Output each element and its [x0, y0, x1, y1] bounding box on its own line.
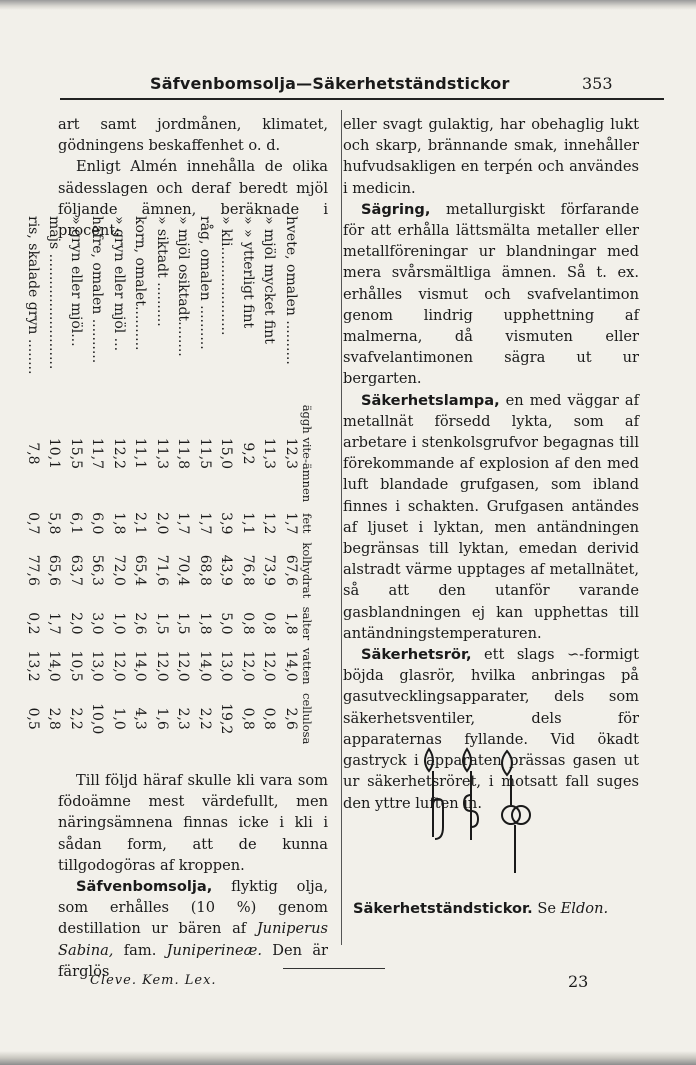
col-header-salts: salter — [300, 606, 314, 641]
table-cell: 0,8 — [261, 707, 278, 730]
footer-source: Cleve. Kem. Lex. — [90, 973, 217, 988]
table-cell: 11,3 — [154, 437, 170, 470]
table-cell: 2,8 — [46, 707, 63, 730]
table-cell: 1,6 — [154, 707, 170, 730]
table-cell: 71,6 — [154, 554, 170, 586]
table-cell: 0,2 — [25, 612, 41, 635]
safety-tubes-illustration — [415, 745, 550, 880]
table-cell: 1,7 — [283, 512, 299, 535]
sakerhetslampa-term: Säkerhetslampa, — [361, 391, 500, 409]
table-row — [194, 214, 216, 749]
col-header-water: vatten — [300, 647, 314, 685]
table-cell: 56,3 — [89, 554, 106, 586]
sagring-entry — [343, 199, 639, 390]
table-cell: 2,3 — [175, 707, 192, 730]
table-cell: 14,0 — [132, 650, 149, 682]
table-cell: 10,5 — [68, 650, 84, 682]
safvenbomsolja-entry — [58, 876, 328, 982]
kli-paragraph: Till följd häraf skulle kli vara som födoämne mest värdefullt, men näringsämnena finnas icke i kli i sådan form, att de kunna tillgodogöras af kroppen. — [58, 772, 328, 874]
table-row — [43, 214, 65, 749]
table-cell: 73,9 — [261, 554, 278, 586]
table-cell: 70,4 — [175, 554, 192, 586]
table-cell: 2,2 — [68, 707, 84, 730]
table-cell: 1,8 — [283, 612, 299, 635]
table-cell: 65,6 — [46, 554, 63, 586]
table-cell: 5,0 — [218, 612, 235, 635]
table-cell: 15,5 — [68, 437, 84, 470]
safvenbomsolja-latin-2: Juniperineæ. — [166, 941, 262, 959]
table-cell: 0,8 — [261, 612, 278, 635]
row-label: ris, skalade gryn ........ — [25, 216, 41, 375]
table-cell: 14,0 — [46, 650, 63, 682]
table-cell: 12,0 — [240, 650, 256, 682]
table-cell: 0,5 — [25, 707, 41, 730]
table-row — [237, 214, 259, 749]
table-cell: 7,8 — [25, 442, 41, 465]
table-cell: 12,2 — [111, 437, 127, 470]
row-label: hvete, omalen .......... — [283, 216, 299, 365]
table-cell: 0,8 — [240, 612, 256, 635]
table-cell: 13,0 — [218, 650, 235, 682]
table-cell: 11,8 — [175, 437, 192, 470]
table-cell: 10,0 — [89, 703, 106, 735]
table-cell: 68,8 — [197, 554, 213, 586]
col-header-protein: äggh vite-ämnen — [300, 404, 314, 503]
sagring-term: Sägring, — [361, 200, 431, 218]
header-rule — [60, 98, 664, 100]
table-row — [86, 214, 108, 749]
table-cell: 11,7 — [89, 437, 106, 470]
table-cell: 1,5 — [154, 612, 170, 635]
table-cell: 43,9 — [218, 554, 235, 586]
table-cell: 2,6 — [132, 612, 149, 635]
table-cell: 1,0 — [111, 707, 127, 730]
table-cell: 13,0 — [89, 650, 106, 682]
safvenbomsolja-term: Säfvenbomsolja, — [76, 878, 213, 896]
row-label: råg, omalen .......... — [197, 216, 213, 350]
table-cell: 13,2 — [25, 650, 41, 682]
page-number: 353 — [582, 74, 613, 93]
table-cell: 67,6 — [283, 554, 299, 586]
table-row — [215, 214, 237, 749]
table-cell: 1,7 — [46, 612, 63, 635]
table-row — [258, 214, 280, 749]
intro-paragraph-1: art samt jordmånen, klimatet, gödningens beskaffenhet o. d. — [58, 116, 328, 155]
table-cell: 11,5 — [197, 437, 213, 470]
footer-rule — [283, 968, 385, 969]
row-label: » gryn eller mjöl ... — [111, 216, 127, 352]
table-cell: 65,4 — [132, 554, 149, 586]
table-cell: 19,2 — [218, 703, 235, 735]
row-label: hafre, omalen .......... — [89, 216, 106, 364]
table-cell: 72,0 — [111, 554, 127, 586]
column-divider — [341, 110, 342, 945]
page-edge-top — [0, 0, 696, 10]
table-cell: 1,0 — [111, 612, 127, 635]
row-label: korn, omalet.......... — [132, 216, 149, 351]
sakerhetslampa-text: en med väggar af metallnät försedd lykta, som af arbetare i stenkolsgrufvor begagnas till förekommande af explosion af den med luft blandade grufgasen, som ibland finnes i schakten. Grufgasen antändes af ljuset i lyktan, men antändningen begränsas till lyktan, emedan derivid alstradt värme upptages af metallnätet, så att den utanför varande gasblandningen ej kan upphettas till antändningstemperaturen. — [343, 391, 639, 642]
safvenbomsolja-text-2: fam. — [113, 941, 167, 959]
row-label: » mjöl mycket fint — [261, 216, 278, 344]
table-cell: 14,0 — [283, 650, 299, 682]
row-label: majs .......................... — [46, 216, 63, 370]
col-header-carbohydrate: kolhydrat — [300, 542, 314, 599]
table-cell: 63,7 — [68, 554, 84, 586]
col-header-cellulose: cellulosa — [300, 693, 314, 745]
sakerhetsror-term: Säkerhetsrör, — [361, 646, 472, 664]
running-head: Säfvenbomsolja—Säkerhetständstickor — [150, 74, 510, 93]
sakerhetstandstickor-see: Se — [532, 900, 561, 917]
footer-sheet-number: 23 — [568, 972, 589, 991]
table-cell: 2,0 — [154, 512, 170, 535]
table-cell: 2,6 — [283, 707, 299, 730]
table-cell: 76,8 — [240, 554, 256, 586]
row-label: » kli.................... — [218, 216, 235, 336]
table-cell: 6,0 — [89, 512, 106, 535]
table-cell: 3,0 — [89, 612, 106, 635]
table-row — [108, 214, 130, 749]
row-label: » gryn eller mjöl... — [68, 216, 84, 347]
table-row — [151, 214, 173, 749]
page-edge-bottom — [0, 1051, 696, 1065]
table-row — [65, 214, 87, 749]
table-row — [172, 214, 194, 749]
table-cell: 2,1 — [132, 512, 149, 535]
row-label: » » ytterligt fint — [240, 216, 256, 329]
table-cell: 1,8 — [111, 512, 127, 535]
right-column — [343, 114, 639, 814]
table-cell: 11,3 — [261, 437, 278, 470]
table-cell: 2,2 — [197, 707, 213, 730]
table-cell: 12,0 — [154, 650, 170, 682]
table-header-row — [301, 214, 331, 749]
sakerhetstandstickor-term: Säkerhetständstickor. — [353, 900, 533, 917]
table-corner — [301, 214, 331, 398]
row-label: » siktadt .......... — [154, 216, 170, 327]
intro-paragraph-2: Enligt Almén innehålla de olika sädesslagen och deraf beredt mjöl följande ämnen, beräknade i procent: — [58, 158, 328, 240]
table-cell: 0,7 — [25, 512, 41, 535]
table-cell: 11,1 — [132, 437, 149, 470]
sakerhetsror-text: ett slags ∽-formigt böjda glasrör, hvilka anbringas på gasutvecklingsapparater, dels som säkerhetsventiler, dels för apparaternas fyllande. Vid ökadt gastryck i apparaten prässas gasen ut ur säkerhetsröret, i motsatt fall suges den yttre luften in. — [343, 646, 639, 812]
row-label: » mjöl osiktadt........ — [175, 216, 192, 357]
sakerhetslampa-entry — [343, 390, 639, 644]
table-cell: 1,1 — [240, 512, 256, 535]
safvenbomsolja-latin-1: Juniperus Sabina, — [58, 920, 328, 959]
right-column-lower — [343, 898, 639, 919]
table-cell: 1,7 — [175, 512, 192, 535]
table-cell: 2,0 — [68, 612, 84, 635]
table-cell: 14,0 — [197, 650, 213, 682]
table-cell: 12,3 — [283, 437, 299, 470]
left-column-lower — [58, 770, 328, 982]
table-cell: 1,5 — [175, 612, 192, 635]
col-header-fat: fett — [300, 513, 314, 534]
table-cell: 1,8 — [197, 612, 213, 635]
table-row — [280, 214, 302, 749]
composition-table — [22, 214, 332, 749]
sakerhetstandstickor-ref: Eldon. — [560, 900, 609, 917]
safvenbomsolja-text-3: Den är färglös — [58, 941, 328, 980]
sakerhetstandstickor-entry — [343, 898, 639, 919]
table-row — [22, 214, 44, 749]
composition-table-wrapper — [25, 214, 331, 749]
table-row — [129, 214, 151, 749]
table-cell: 77,6 — [25, 554, 41, 586]
table-cell: 12,0 — [261, 650, 278, 682]
table-cell: 4,3 — [132, 707, 149, 730]
continuation-paragraph: eller svagt gulaktig, har obehaglig lukt och skarp, brännande smak, innehåller hufvudsakligen en terpén och användes i medicin. — [343, 116, 639, 197]
table-cell: 12,0 — [175, 650, 192, 682]
table-cell: 0,8 — [240, 707, 256, 730]
table-cell: 3,9 — [218, 512, 235, 535]
table-cell: 1,2 — [261, 512, 278, 535]
table-cell: 6,1 — [68, 512, 84, 535]
table-cell: 10,1 — [46, 437, 63, 470]
sagring-text: metallurgiskt förfarande för att erhålla lättsmälta metaller eller metallföreningar ur blandningar med mera svårsmältliga ämnen. Så t. ex. erhålles vismut och svafvelantimon genom lindrig upphettning af malmerna, då vismuten eller svafvelantimonen sägra ut ur bergarten. — [343, 200, 639, 388]
table-cell: 1,7 — [197, 512, 213, 535]
table-cell: 9,2 — [240, 442, 256, 465]
table-cell: 5,8 — [46, 512, 63, 535]
table-cell: 15,0 — [218, 437, 235, 470]
safvenbomsolja-text-1: flyktig olja, som erhålles (10 %) genom destillation ur bären af — [58, 878, 328, 938]
table-cell: 12,0 — [111, 650, 127, 682]
